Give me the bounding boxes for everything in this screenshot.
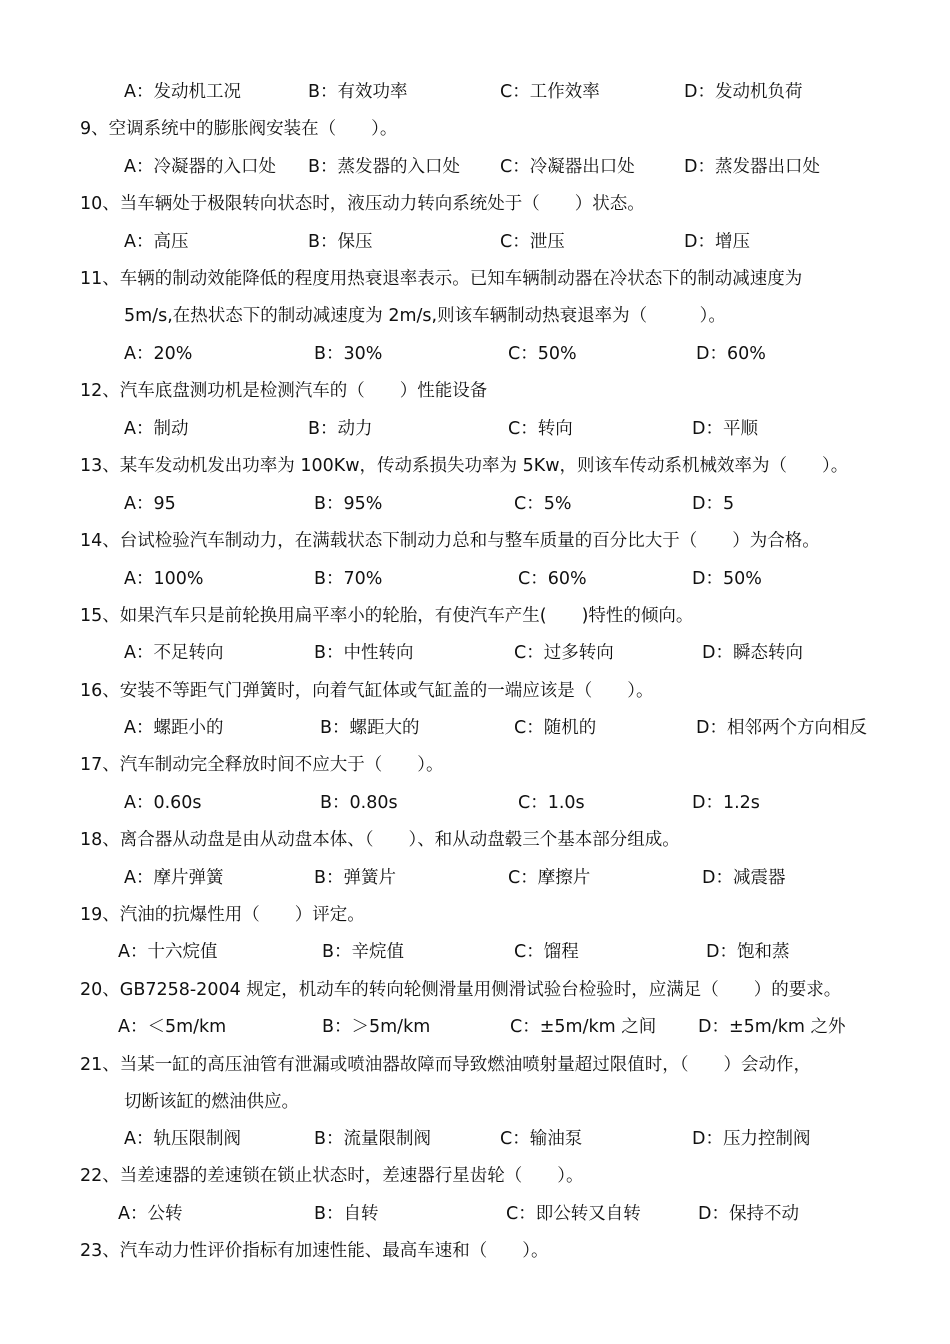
question-text: 14、台试检验汽车制动力，在满载状态下制动力总和与整车质量的百分比大于（ ）为合格。 xyxy=(80,531,820,551)
answer-option: C：5% xyxy=(514,494,572,514)
answer-option: A：95 xyxy=(124,494,176,514)
answer-option: A：螺距小的 xyxy=(124,718,224,738)
answer-option: A：20% xyxy=(124,344,193,364)
question-text: 10、当车辆处于极限转向状态时，液压动力转向系统处于（ ）状态。 xyxy=(80,194,645,214)
answer-option: D：增压 xyxy=(684,232,750,252)
answer-option: D：60% xyxy=(696,344,766,364)
answer-option: C：冷凝器出口处 xyxy=(500,157,635,177)
question-text: 18、离合器从动盘是由从动盘本体、（ ）、和从动盘毂三个基本部分组成。 xyxy=(80,830,680,850)
question-text: 13、某车发动机发出功率为 100Kw，传动系损失功率为 5Kw，则该车传动系机械效率为（ ）。 xyxy=(80,456,849,476)
answer-option: C：转向 xyxy=(508,419,573,439)
answer-option: C：摩擦片 xyxy=(508,868,591,888)
answer-option: C：50% xyxy=(508,344,577,364)
answer-option: D：5 xyxy=(692,494,735,514)
answer-option: B：30% xyxy=(314,344,383,364)
answer-option: D：发动机负荷 xyxy=(684,82,803,102)
answer-option: B：流量限制阀 xyxy=(314,1129,432,1149)
answer-option: D：瞬态转向 xyxy=(702,643,803,663)
answer-option: A：高压 xyxy=(124,232,189,252)
answer-option: C：过多转向 xyxy=(514,643,614,663)
answer-option: D：±5m/km 之外 xyxy=(698,1017,846,1037)
question-text: 9、空调系统中的膨胀阀安装在（ ）。 xyxy=(80,119,398,139)
question-text: 22、当差速器的差速锁在锁止状态时，差速器行星齿轮（ ）。 xyxy=(80,1166,584,1186)
question-text: 23、汽车动力性评价指标有加速性能、最高车速和（ ）。 xyxy=(80,1241,549,1261)
answer-option: D：平顺 xyxy=(692,419,758,439)
answer-option: C：工作效率 xyxy=(500,82,600,102)
answer-option: C：1.0s xyxy=(518,793,585,813)
answer-option: A：100% xyxy=(124,569,204,589)
question-text: 17、汽车制动完全释放时间不应大于（ ）。 xyxy=(80,755,444,775)
answer-option: B：动力 xyxy=(308,419,373,439)
answer-option: B：螺距大的 xyxy=(320,718,420,738)
answer-option: B：保压 xyxy=(308,232,373,252)
answer-option: A：＜5m/km xyxy=(118,1017,227,1037)
answer-option: C：泄压 xyxy=(500,232,565,252)
answer-option: B：＞5m/km xyxy=(322,1017,431,1037)
answer-option: B：自转 xyxy=(314,1204,379,1224)
answer-option: D：压力控制阀 xyxy=(692,1129,811,1149)
answer-option: B：中性转向 xyxy=(314,643,414,663)
answer-option: A：冷凝器的入口处 xyxy=(124,157,276,177)
answer-option: D：蒸发器出口处 xyxy=(684,157,820,177)
answer-option: A：发动机工况 xyxy=(124,82,241,102)
answer-option: D：1.2s xyxy=(692,793,760,813)
answer-option: A：摩片弹簧 xyxy=(124,868,224,888)
question-text: 11、车辆的制动效能降低的程度用热衰退率表示。已知车辆制动器在冷状态下的制动减速度为 xyxy=(80,269,803,289)
answer-option: A：不足转向 xyxy=(124,643,224,663)
question-text: 19、汽油的抗爆性用（ ）评定。 xyxy=(80,905,365,925)
answer-option: D：减震器 xyxy=(702,868,786,888)
answer-option: B：70% xyxy=(314,569,383,589)
answer-option: D：保持不动 xyxy=(698,1204,799,1224)
answer-option: C：±5m/km 之间 xyxy=(510,1017,657,1037)
answer-option: C：馏程 xyxy=(514,942,579,962)
answer-option: C：60% xyxy=(518,569,587,589)
question-continuation: 切断该缸的燃油供应。 xyxy=(124,1092,299,1112)
answer-option: B：蒸发器的入口处 xyxy=(308,157,461,177)
answer-option: A：制动 xyxy=(124,419,189,439)
answer-option: C：随机的 xyxy=(514,718,597,738)
answer-option: C：输油泵 xyxy=(500,1129,583,1149)
question-text: 16、安装不等距气门弹簧时，向着气缸体或气缸盖的一端应该是（ ）。 xyxy=(80,681,654,701)
answer-option: D：饱和蒸 xyxy=(706,942,790,962)
question-text: 20、GB7258-2004 规定，机动车的转向轮侧滑量用侧滑试验台检验时，应满足（ ）的要求。 xyxy=(80,980,842,1000)
answer-option: A：轨压限制阀 xyxy=(124,1129,241,1149)
answer-option: B：95% xyxy=(314,494,383,514)
question-text: 15、如果汽车只是前轮换用扁平率小的轮胎，有使汽车产生( )特性的倾向。 xyxy=(80,606,694,626)
question-text: 21、当某一缸的高压油管有泄漏或喷油器故障而导致燃油喷射量超过限值时，（ ）会动作， xyxy=(80,1055,812,1075)
answer-option: D：相邻两个方向相反 xyxy=(696,718,867,738)
answer-option: A：0.60s xyxy=(124,793,202,813)
question-continuation: 5m/s,在热状态下的制动减速度为 2m/s,则该车辆制动热衰退率为（ ）。 xyxy=(124,306,726,326)
answer-option: B：辛烷值 xyxy=(322,942,405,962)
answer-option: D：50% xyxy=(692,569,762,589)
answer-option: C：即公转又自转 xyxy=(506,1204,641,1224)
answer-option: B：0.80s xyxy=(320,793,398,813)
answer-option: A：公转 xyxy=(118,1204,183,1224)
answer-option: A：十六烷值 xyxy=(118,942,218,962)
question-text: 12、汽车底盘测功机是检测汽车的（ ）性能设备 xyxy=(80,381,488,401)
answer-option: B：有效功率 xyxy=(308,82,408,102)
answer-option: B：弹簧片 xyxy=(314,868,397,888)
